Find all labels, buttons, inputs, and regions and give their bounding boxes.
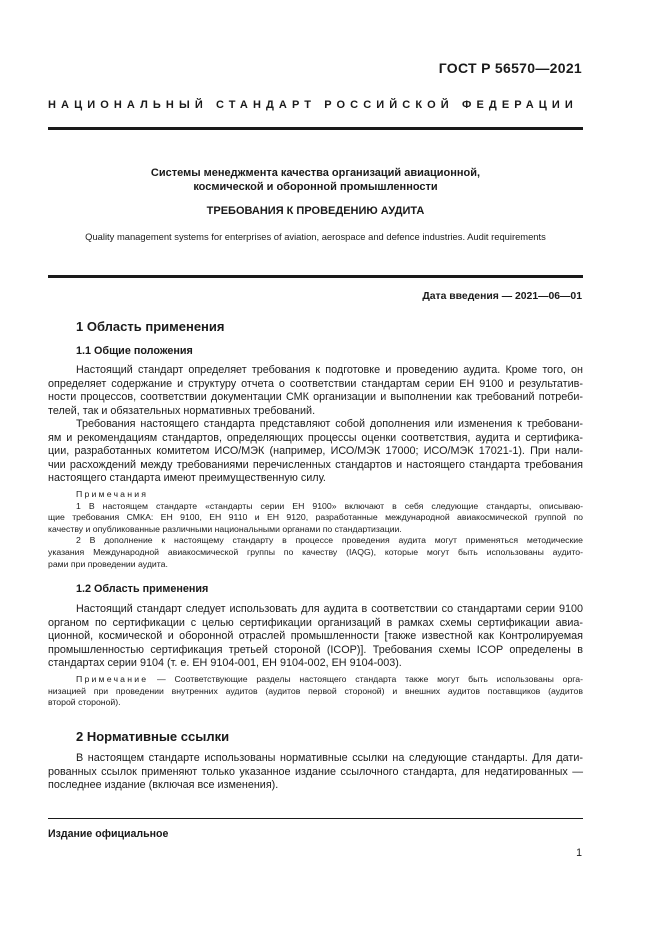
national-standard-banner: НАЦИОНАЛЬНЫЙ СТАНДАРТ РОССИЙСКОЙ ФЕДЕРАЦИИ [48, 99, 578, 111]
introduction-date: Дата введения — 2021—06—01 [422, 291, 582, 302]
note-line: указания Международной авиакосмической группы по качеству (IAQG), которые могут быть использованы аудито- [48, 546, 583, 557]
note-line: низацией при проведении внутренних аудитов (аудитов первой стороной) и внешних аудитов поставщиков (аудитов [48, 685, 583, 696]
text-line: стандартах серии 9104 (т. е. ЕН 9104-001, ЕН 9104-002, ЕН 9104-003). [48, 657, 402, 670]
subsection-1-1-heading: 1.1 Общие положения [76, 345, 193, 357]
text-line: В настоящем стандарте использованы нормативные ссылки на следующие стандарты. Для дати- [76, 752, 583, 764]
note-line: 2 В дополнение к настоящему стандарту в процессе проведения аудита могут применяться методические [76, 535, 583, 546]
text-line: последнее издание (включая все изменения). [48, 779, 279, 792]
text-line: ционной, космической и оборонной отраслей промышленности [также известной как Контролируемая [48, 630, 583, 643]
paragraph-1-1-a [48, 364, 583, 418]
title-english: Quality management systems for enterprises of aviation, aerospace and defence industries. Audit requirements [85, 231, 546, 242]
text-line: телей, так и обязательных нормативных требований. [48, 404, 316, 417]
text-line: Настоящий стандарт следует использовать для аудита в соответствии со стандартами серии 9100 [76, 603, 583, 615]
notes-label: Примечания [76, 489, 149, 499]
title-russian-line2: космической и оборонной промышленности [193, 181, 438, 193]
header-divider [48, 127, 583, 130]
footer-divider [48, 818, 583, 819]
page-number: 1 [576, 847, 582, 859]
section-1-heading: 1 Область применения [76, 319, 225, 334]
gost-number: ГОСТ Р 56570—2021 [438, 60, 582, 76]
text-line: органом по сертификации с целью сертификации организаций в рамках схемы сертификации авиа- [48, 616, 583, 629]
paragraph-1-2 [48, 603, 583, 671]
text-line: определяет содержание и структуру отчета о соответствии стандартам серии ЕН 9100 и результатив- [48, 377, 583, 390]
note-line: 1 В настоящем стандарте «стандарты серии ЕН 9100» включают в себя следующие стандарты, описываю- [76, 500, 583, 511]
text-line: Требования настоящего стандарта представляют собой дополнения или изменения к требовани- [76, 418, 583, 430]
text-line: Настоящий стандарт определяет требования к подготовке и проведению аудита. Кроме того, он [76, 364, 583, 376]
note-line: качеству и опубликованные различными национальными органами по стандартизации. [48, 523, 402, 534]
text-line: рованных ссылок применяют только указанное издание ссылочного стандарта, для недатированных — [48, 765, 583, 778]
note-line: второй стороной). [48, 697, 121, 708]
note-1-2 [48, 674, 583, 709]
text-line: ям и рекомендациям стандартов, определяющих процессы оценки соответствия, аудита и сертифика- [48, 431, 583, 444]
title-divider [48, 275, 583, 278]
title-russian [48, 166, 583, 194]
note-line: рами при проведении аудита. [48, 558, 168, 569]
notes-block [48, 489, 583, 570]
note-text: — Соответствующие разделы настоящего стандарта также могут быть использованы орга- [148, 674, 583, 684]
paragraph-1-1-b [48, 418, 583, 486]
text-line: настоящего стандарта имеют преимущественную силу. [48, 472, 326, 485]
note-line: щие требования СМКА: ЕН 9100, ЕН 9110 и ЕН 9120, разработанные международной авиакосмической группой по [48, 512, 583, 523]
note-line [48, 674, 583, 686]
note-label: Примечание [76, 674, 149, 684]
title-russian-subtitle: ТРЕБОВАНИЯ К ПРОВЕДЕНИЮ АУДИТА [206, 205, 425, 217]
text-line: ции, разработанных комитетом ИСО/МЭК (например, ИСО/МЭК 17000; ИСО/МЭК 17021-1). При нали- [48, 445, 583, 458]
title-russian-line1: Системы менеджмента качества организаций авиационной, [150, 167, 481, 179]
text-line: промышленностью сертификация третьей стороной (ICOP)]. Требования схемы ICOP определены в [48, 643, 583, 656]
section-2-heading: 2 Нормативные ссылки [76, 729, 230, 744]
text-line: ности процессов, соответствии документации СМК организации и выполнении как требований потреби- [48, 391, 583, 404]
official-edition-label: Издание официальное [48, 828, 169, 840]
subsection-1-2-heading: 1.2 Область применения [76, 583, 209, 595]
paragraph-2 [48, 752, 583, 793]
text-line: чии расхождений между требованиями перечисленных стандартов и настоящего стандарта требования [48, 458, 583, 471]
